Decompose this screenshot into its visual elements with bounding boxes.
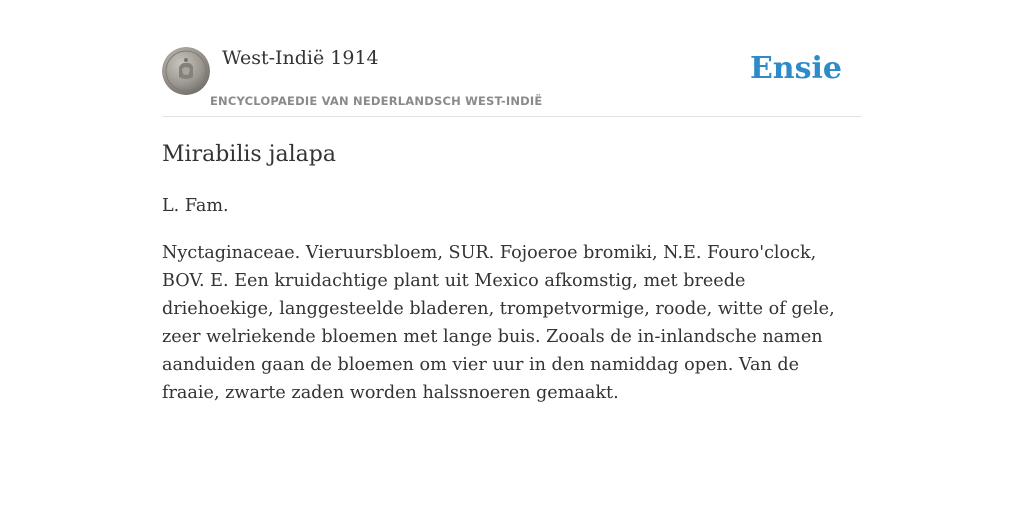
site-subtitle: ENCYCLOPAEDIE VAN NEDERLANDSCH WEST-INDIË (210, 94, 543, 108)
coin-logo-icon[interactable] (162, 47, 210, 95)
article-paragraph: Nyctaginaceae. Vieruursbloem, SUR. Fojoeroe bromiki, N.E. Fouro'clock, BOV. E. Een kruidachtige plant uit Mexico afkomstig, met breede driehoekige, langgesteelde bladeren, trompetvormige, roode, witte of gele, zeer welriekende bloemen met lange buis. Zooals de in-inlandsche namen aanduiden gaan de bloemen om vier uur in den namiddag open. Van de fraaie, zwarte zaden worden halssnoeren gemaakt. (162, 243, 835, 403)
article-paragraph: L. Fam. (162, 196, 229, 216)
article-title: Mirabilis jalapa (162, 142, 336, 167)
site-title[interactable]: West-Indië 1914 (222, 47, 379, 69)
brand-logo-link[interactable]: Ensie (749, 51, 842, 86)
site-header (162, 40, 862, 117)
